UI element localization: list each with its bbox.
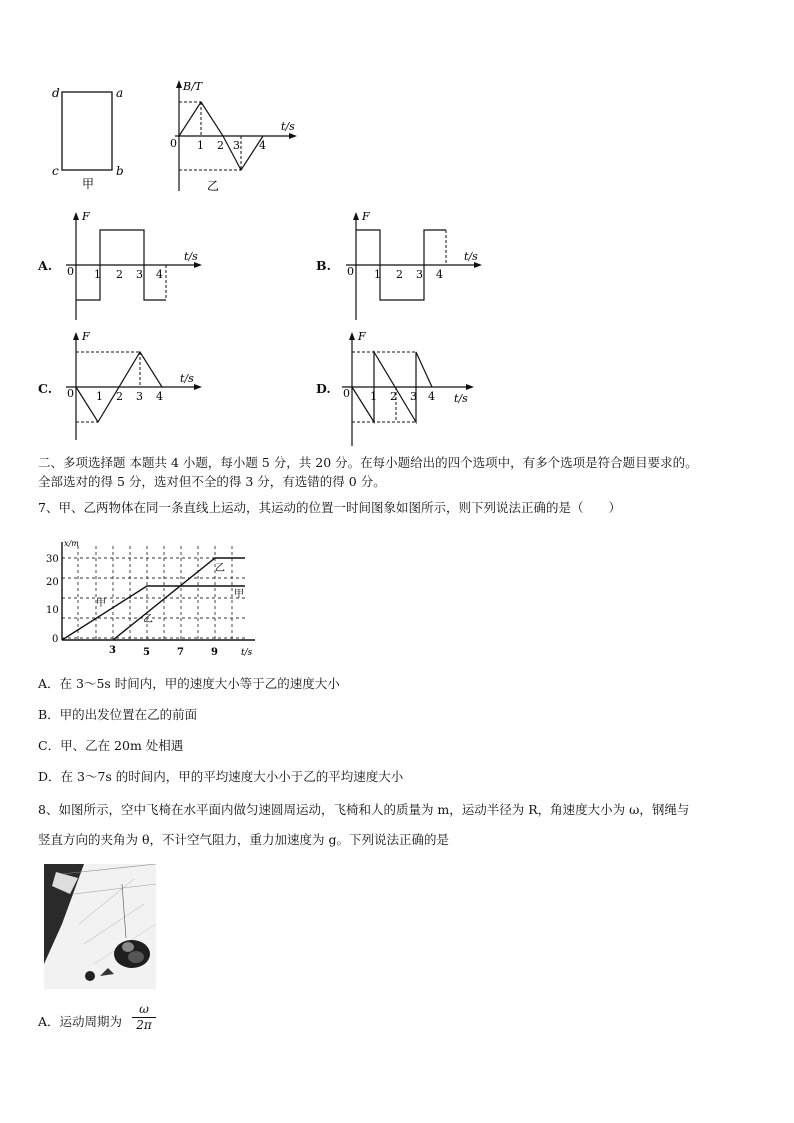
option-c-graph — [60, 330, 210, 442]
yi-origin: 0 — [170, 137, 177, 150]
corner-c: c — [52, 164, 59, 178]
d-xlabel: t/s — [454, 392, 468, 405]
q7-ytick-0: 0 — [52, 634, 59, 645]
d-tick-4: 4 — [428, 390, 435, 403]
c-tick-4: 4 — [156, 390, 163, 403]
yi-xlabel: t/s — [281, 120, 295, 133]
q7-ytick-30: 30 — [46, 554, 59, 565]
q7-ytick-10: 10 — [46, 605, 59, 616]
q7-option-c[interactable]: C．甲、乙在 20m 处相遇 — [38, 738, 184, 753]
c-tick-1: 1 — [96, 390, 103, 403]
option-a-letter[interactable]: A. — [38, 258, 53, 273]
c-ylabel: F — [82, 330, 90, 343]
yi-ylabel: B/T — [183, 80, 203, 93]
q7-xtick-3: 3 — [109, 645, 116, 656]
corner-a: a — [116, 86, 124, 100]
a-ylabel: F — [82, 210, 90, 223]
yi-tick-4: 4 — [259, 139, 266, 152]
q8-option-a-text: A．运动周期为 — [38, 1014, 123, 1029]
d-tick-3: 3 — [410, 390, 417, 403]
q7-label-jia-1: 甲 — [96, 598, 106, 609]
a-tick-1: 1 — [94, 268, 101, 281]
q7-xlabel: t/s — [241, 648, 253, 658]
corner-b: b — [116, 164, 124, 178]
q7-option-b[interactable]: B．甲的出发位置在乙的前面 — [38, 707, 198, 722]
swing-chair-photo — [44, 864, 156, 989]
q7-ylabel: x/m — [64, 539, 79, 548]
c-tick-2: 2 — [116, 390, 123, 403]
q7-label-yi-2: 乙 — [215, 563, 225, 574]
d-tick-1: 1 — [370, 390, 377, 403]
d-ylabel: F — [358, 330, 366, 343]
q8-stem-line1: 8、如图所示，空中飞椅在水平面内做匀速圆周运动，飞椅和人的质量为 m，运动半径为 R，角速度大小为 ω，钢绳与 — [38, 802, 690, 817]
option-b-letter[interactable]: B. — [316, 258, 331, 273]
option-d-graph — [336, 330, 486, 448]
q7-xt-graph — [40, 536, 265, 662]
figure-jia — [40, 80, 150, 195]
b-xlabel: t/s — [464, 250, 478, 263]
d-tick-2: 2 — [390, 390, 397, 403]
q7-ytick-20: 20 — [46, 577, 59, 588]
b-tick-4: 4 — [436, 268, 443, 281]
q7-option-d[interactable]: D．在 3～7s 的时间内，甲的平均速度大小小于乙的平均速度大小 — [38, 769, 404, 784]
a-origin: 0 — [67, 265, 74, 278]
option-a-graph — [60, 210, 210, 322]
b-ylabel: F — [362, 210, 370, 223]
yi-tick-2: 2 — [217, 139, 224, 152]
fraction-denominator: 2π — [136, 1018, 152, 1032]
q7-label-yi-1: 乙 — [143, 614, 153, 625]
option-d-letter[interactable]: D. — [316, 381, 331, 396]
b-tick-3: 3 — [416, 268, 423, 281]
coil-rectangle — [62, 92, 112, 170]
yi-tick-3: 3 — [233, 139, 240, 152]
q7-xtick-7: 7 — [177, 647, 184, 658]
caption-yi: 乙 — [207, 179, 220, 193]
a-tick-4: 4 — [156, 268, 163, 281]
corner-d: d — [52, 86, 60, 100]
q8-option-a-fraction — [132, 1002, 156, 1032]
q7-stem: 7、甲、乙两物体在同一条直线上运动，其运动的位置一时间图象如图所示，则下列说法正确的是（ ） — [38, 500, 621, 515]
q7-xtick-9: 9 — [211, 647, 218, 658]
q7-option-a[interactable]: A．在 3～5s 时间内，甲的速度大小等于乙的速度大小 — [38, 676, 340, 691]
q7-label-jia-2: 甲 — [234, 589, 244, 600]
b-tick-1: 1 — [374, 268, 381, 281]
b-tick-2: 2 — [396, 268, 403, 281]
fraction-numerator: ω — [132, 1002, 156, 1018]
d-origin: 0 — [343, 387, 350, 400]
section-scoring: 全部选对的得 5 分，选对但不全的得 3 分，有选错的得 0 分。 — [38, 474, 386, 489]
q7-xtick-5: 5 — [143, 647, 150, 658]
option-c-letter[interactable]: C. — [38, 381, 53, 396]
option-b-graph — [340, 210, 490, 322]
q8-option-a[interactable] — [38, 1014, 122, 1030]
c-origin: 0 — [67, 387, 74, 400]
caption-jia: 甲 — [82, 177, 95, 191]
figure-yi — [165, 76, 305, 196]
c-xlabel: t/s — [180, 372, 194, 385]
a-tick-3: 3 — [136, 268, 143, 281]
a-xlabel: t/s — [184, 250, 198, 263]
c-tick-3: 3 — [136, 390, 143, 403]
q8-stem-line2: 竖直方向的夹角为 θ，不计空气阻力，重力加速度为 g。下列说法正确的是 — [38, 832, 449, 847]
a-tick-2: 2 — [116, 268, 123, 281]
b-origin: 0 — [347, 265, 354, 278]
section-heading: 二、多项选择题 本题共 4 小题，每小题 5 分，共 20 分。在每小题给出的四个选项中，有多个选项是符合题目要求的。 — [38, 455, 698, 470]
yi-tick-1: 1 — [197, 139, 204, 152]
